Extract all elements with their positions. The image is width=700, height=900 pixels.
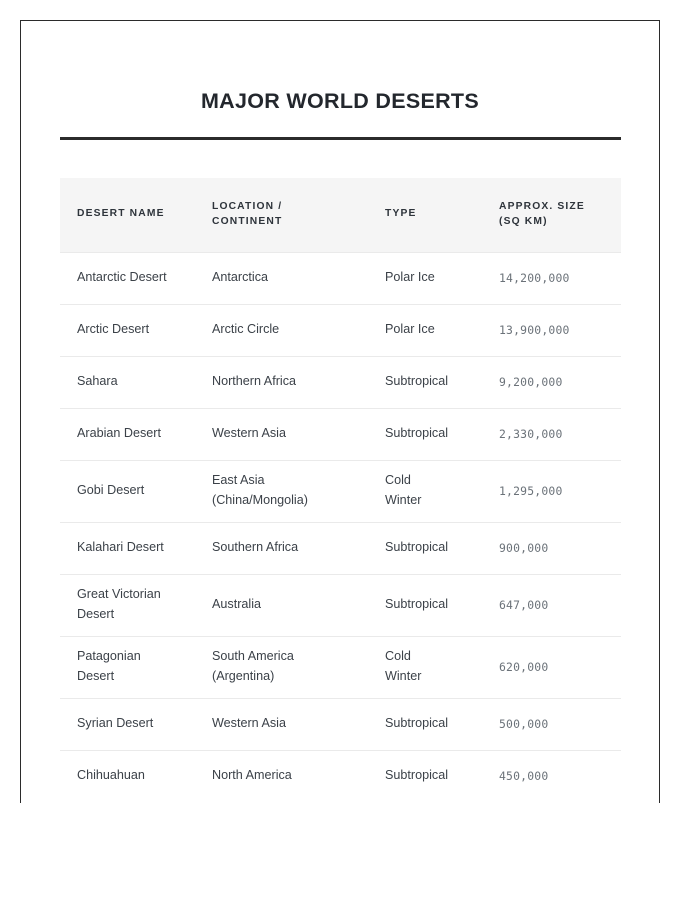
column-header-approx-size-line1: APPROX. SIZE [499,201,585,212]
column-header-approx-size[interactable] [479,178,621,252]
table-header-row [60,178,621,252]
table-row[interactable] [60,698,621,750]
cell-approx-size: 2,330,000 [479,408,621,460]
table-header [60,178,621,252]
cell-type [372,408,479,460]
cell-location-line1: Southern Africa [212,540,299,555]
cell-type-line1: Subtropical [385,374,449,389]
cell-location [195,408,372,460]
cell-approx-size: 647,000 [479,574,621,636]
cell-location-line1: Western Asia [212,426,286,441]
title-divider-rule [60,137,621,140]
cell-type-line1: Cold [385,649,411,664]
cell-desert-name-line2: Desert [77,669,115,684]
cell-approx-size: 9,200,000 [479,356,621,408]
cell-type [372,574,479,636]
cell-location-line1: East Asia [212,473,265,488]
table-row[interactable] [60,522,621,574]
cell-type [372,252,479,304]
table-row[interactable] [60,636,621,698]
cell-type [372,522,479,574]
table-row[interactable] [60,460,621,522]
cell-location [195,636,372,698]
table-body [60,252,621,802]
cell-desert-name-line1: Great Victorian [77,587,161,602]
cell-location [195,252,372,304]
cell-approx-size: 620,000 [479,636,621,698]
cell-location [195,750,372,802]
column-header-location[interactable] [195,178,372,252]
cell-approx-size: 1,295,000 [479,460,621,522]
cell-location-line1: Western Asia [212,716,286,731]
cell-type-line1: Polar Ice [385,270,435,285]
cell-type-line1: Subtropical [385,768,449,783]
column-header-location-line2: CONTINENT [212,215,283,227]
cell-desert-name: Arctic Desert [60,304,195,356]
document-frame [20,20,660,803]
cell-location [195,698,372,750]
table-row[interactable] [60,356,621,408]
cell-location-line1: North America [212,768,292,783]
cell-type [372,460,479,522]
document-inner [21,21,659,803]
table-row[interactable] [60,304,621,356]
cell-desert-name: Syrian Desert [60,698,195,750]
cell-location-line2: (China/Mongolia) [212,493,308,508]
cell-desert-name: Kalahari Desert [60,522,195,574]
column-header-location-line1: LOCATION / [212,201,283,212]
cell-location [195,356,372,408]
cell-approx-size: 500,000 [479,698,621,750]
cell-location [195,460,372,522]
cell-location [195,304,372,356]
table-row[interactable] [60,750,621,802]
page-title: MAJOR WORLD DESERTS [200,89,480,113]
cell-approx-size: 14,200,000 [479,252,621,304]
cell-type [372,304,479,356]
cell-desert-name-line1: Patagonian [77,649,141,664]
cell-location [195,574,372,636]
column-header-desert-name[interactable] [60,178,195,252]
cell-type [372,356,479,408]
table-row[interactable] [60,408,621,460]
column-header-type-label: TYPE [385,208,417,220]
cell-location-line1: South America [212,649,294,664]
column-header-type[interactable] [372,178,479,252]
cell-type-line1: Subtropical [385,716,449,731]
cell-type-line1: Polar Ice [385,322,435,337]
cell-location-line2: (Argentina) [212,669,275,684]
cell-location [195,522,372,574]
cell-desert-name [60,636,195,698]
table-row[interactable] [60,252,621,304]
cell-type-line2: Winter [385,669,422,684]
cell-type-line1: Subtropical [385,426,449,441]
cell-location-line1: Northern Africa [212,374,296,389]
cell-desert-name: Arabian Desert [60,408,195,460]
column-header-desert-name-label: DESERT NAME [77,208,165,220]
cell-type-line1: Subtropical [385,540,449,555]
cell-type-line1: Subtropical [385,597,449,612]
cell-location-line1: Arctic Circle [212,322,280,337]
cell-approx-size: 450,000 [479,750,621,802]
cell-desert-name: Gobi Desert [60,460,195,522]
cell-desert-name: Sahara [60,356,195,408]
deserts-table [60,178,621,802]
cell-location-line1: Australia [212,597,261,612]
deserts-table-container [60,178,621,802]
cell-desert-name [60,574,195,636]
cell-desert-name-line2: Desert [77,607,115,622]
cell-type-line2: Winter [385,493,422,508]
column-header-approx-size-line2: (SQ KM) [499,215,548,227]
cell-location-line1: Antarctica [212,270,268,285]
cell-desert-name: Antarctic Desert [60,252,195,304]
cell-approx-size: 13,900,000 [479,304,621,356]
cell-type [372,750,479,802]
cell-type [372,698,479,750]
cell-approx-size: 900,000 [479,522,621,574]
cell-desert-name: Chihuahuan [60,750,195,802]
table-row[interactable] [60,574,621,636]
cell-type [372,636,479,698]
cell-type-line1: Cold [385,473,411,488]
